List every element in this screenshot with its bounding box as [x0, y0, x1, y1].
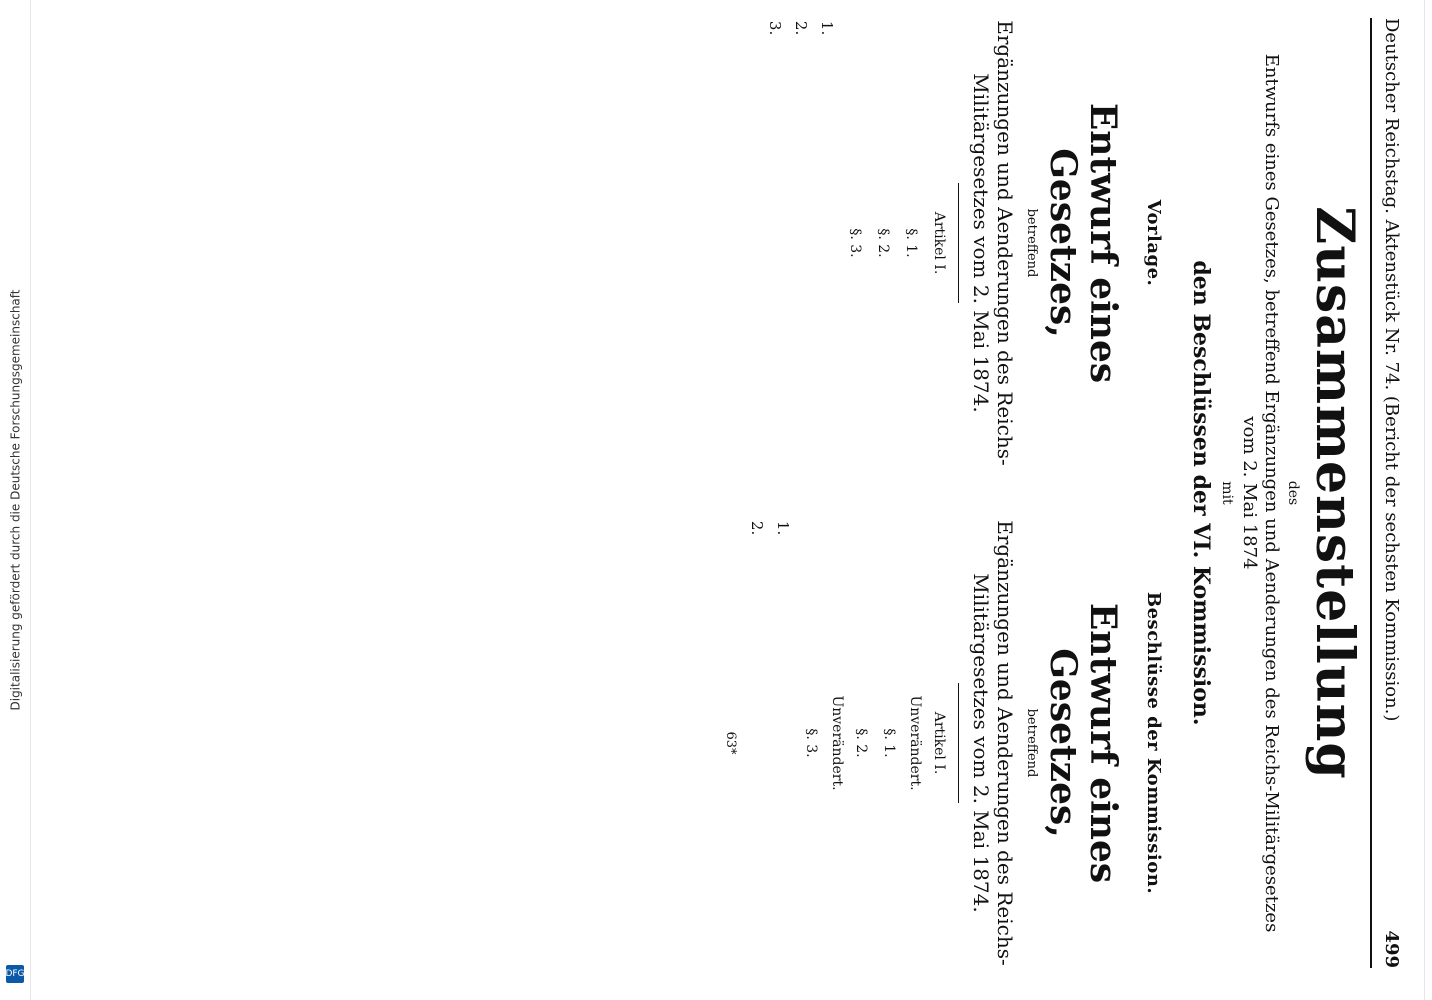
page-number: 499 — [1381, 930, 1403, 968]
title-mit: mit — [1219, 481, 1235, 505]
list-item — [748, 540, 766, 968]
law-subtitle-right: Ergänzungen und Aenderungen des Reichs-Militärgesetzes vom 2. Mai 1874. — [969, 520, 1017, 966]
unchanged-section-2-right: Unverändert. — [829, 695, 845, 791]
law-subtitle-left: Ergänzungen und Aenderungen des Reichs-Militärgesetzes vom 2. Mai 1874. — [969, 20, 1017, 466]
artikel-left: Artikel I. — [931, 211, 947, 275]
law-title-left: Entwurf eines Gesetzes, — [1042, 102, 1124, 384]
short-rule-right — [958, 683, 959, 803]
running-header — [1378, 18, 1406, 968]
running-header-text: Deutscher Reichstag. Aktenstück Nr. 74. (Bericht der sechsten Kommission.) — [1381, 18, 1403, 722]
title-commission-line: den Beschlüssen der VI. Kommission. — [1188, 260, 1214, 726]
section-3-left: §. 3. — [847, 228, 863, 258]
numbered-list-right — [748, 518, 792, 968]
list-item — [766, 40, 784, 468]
list-item — [818, 40, 836, 468]
header-rule — [1370, 18, 1372, 968]
list-item — [774, 540, 792, 968]
main-title: Zusammenstellung — [1304, 206, 1365, 780]
rotated-document — [24, 8, 1424, 988]
betreffend-left: betreffend — [1024, 208, 1039, 278]
left-column — [89, 18, 1129, 468]
betreffend-right: betreffend — [1024, 708, 1039, 778]
short-rule-left — [958, 183, 959, 303]
column-head-left: Vorlage. — [1143, 199, 1164, 287]
dfg-logo: DFG — [6, 965, 24, 983]
title-block — [1188, 18, 1304, 968]
artikel-right: Artikel I. — [931, 711, 947, 775]
law-title-right: Entwurf eines Gesetzes, — [1042, 602, 1124, 884]
title-des: des — [1285, 480, 1301, 506]
list-item — [792, 40, 810, 468]
right-edge-divider — [1424, 0, 1425, 1000]
digitization-credit-text: Digitalisierung gefördert durch die Deutsche Forschungsgemeinschaft — [8, 289, 23, 711]
section-1-left: §. 1. — [903, 228, 919, 258]
right-column — [89, 518, 1129, 968]
two-column-body — [89, 18, 1129, 968]
unchanged-artikel-right: Unverändert. — [907, 695, 923, 791]
section-2-right: §. 2. — [853, 728, 869, 758]
section-1-right: §. 1. — [881, 728, 897, 758]
title-date-line: vom 2. Mai 1874 — [1239, 416, 1260, 570]
numbered-list-left — [766, 18, 836, 468]
section-2-left: §. 2. — [875, 228, 891, 258]
section-3-right: §. 3. — [803, 728, 819, 758]
title-entwurf-line: Entwurfs eines Gesetzes, betreffend Ergänzungen und Aenderungen des Reichs-Militärgesetzes — [1261, 53, 1282, 933]
column-head-right: Beschlüsse der Kommission. — [1143, 591, 1164, 895]
continuation-marker: 63* — [723, 731, 738, 755]
